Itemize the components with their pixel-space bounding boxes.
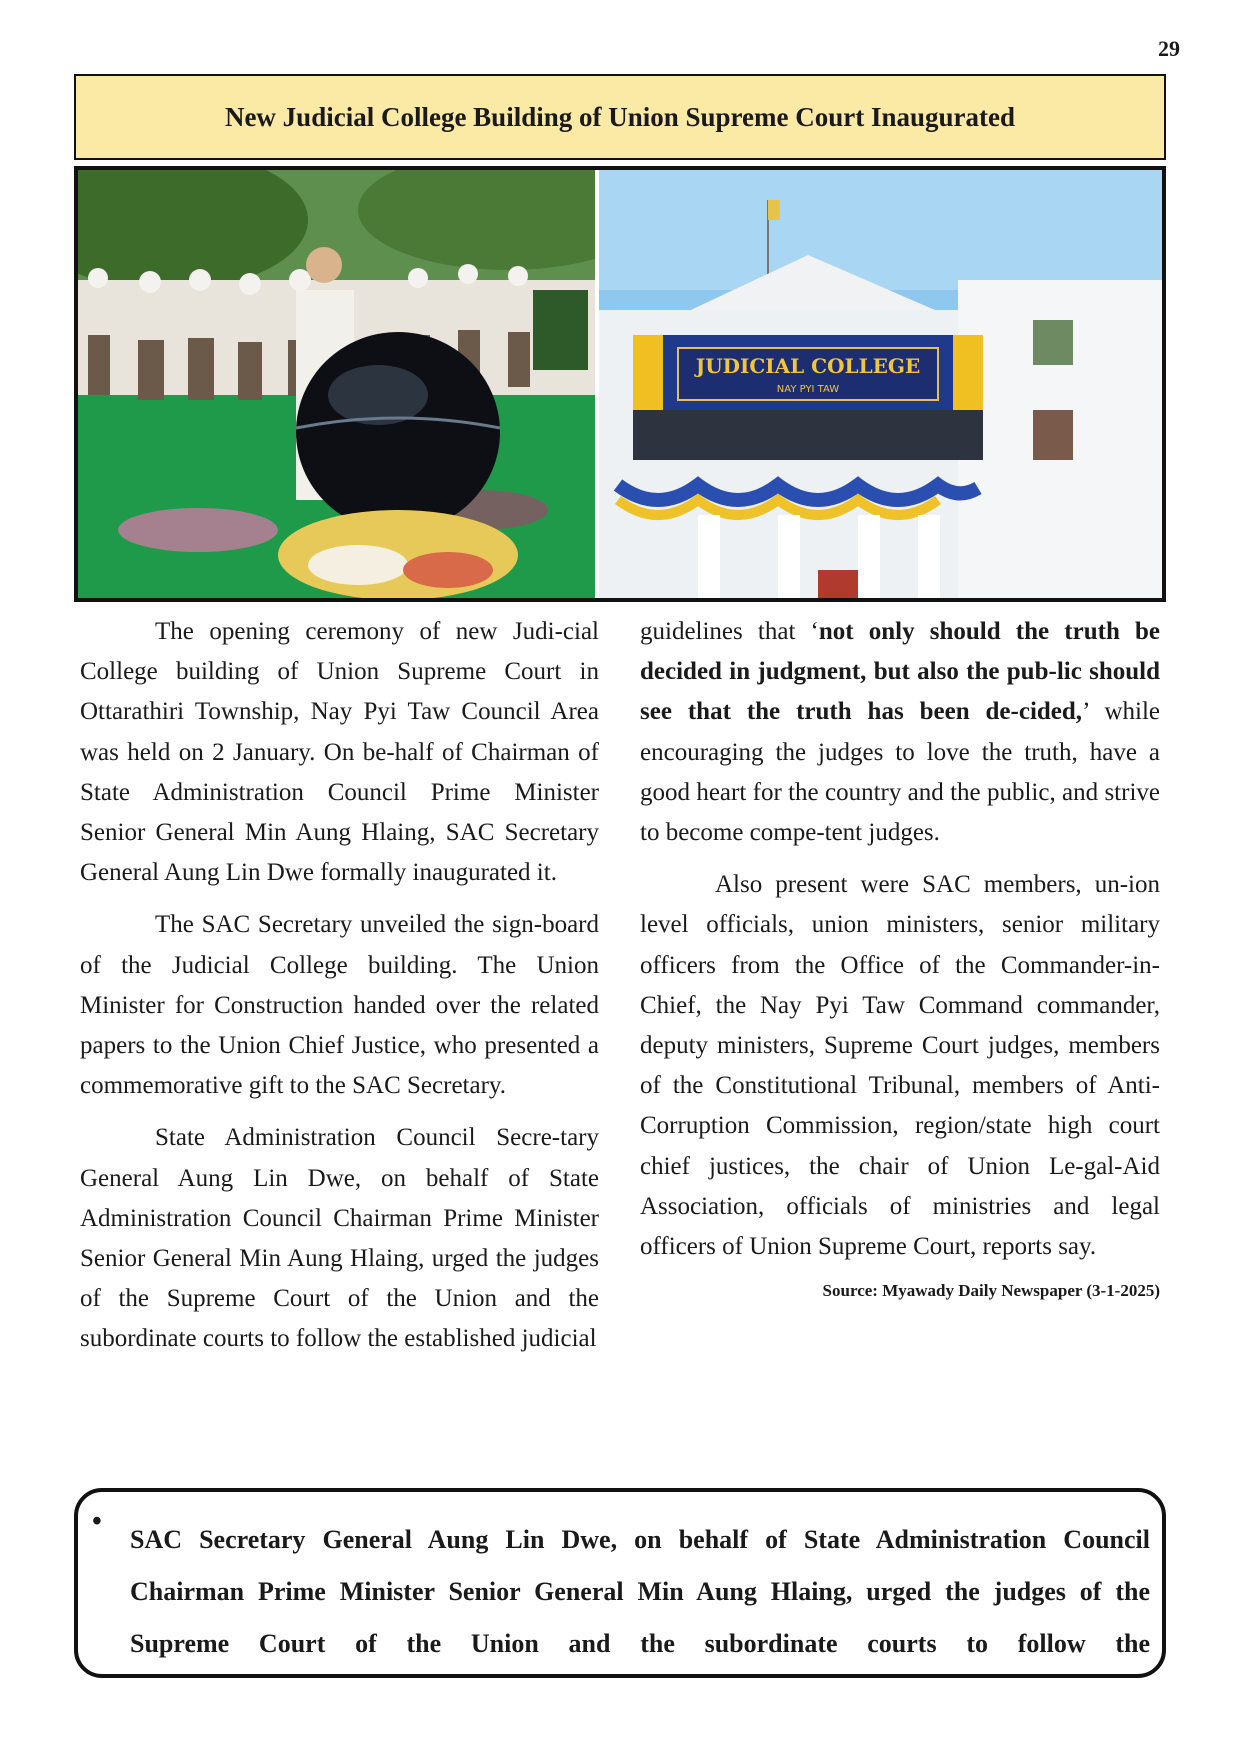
sign-text-sub: NAY PYI TAW (776, 384, 840, 395)
paragraph-guidelines: State Administration Council Secre-tary General Aung Lin Dwe, on behalf of State Administration Council Chairman Prime Minister Senior General Min Aung Hlaing, urged the judges of the Supreme Court of the Union and the subordinate courts to follow the established judicial (80, 1124, 599, 1353)
paragraph-signboard: The SAC Secretary unveiled the sign-board of the Judicial College building. The Union Minister for Construction handed over the related papers to the Union Chief Justice, who presented a commemorative gift to the SAC Secretary. (80, 911, 599, 1100)
sign-text-main: JUDICIAL COLLEGE (695, 354, 921, 378)
ceremony-photo (78, 170, 658, 598)
paragraph-attendees: Also present were SAC members, un-ion level officials, union ministers, senior military officers from the Office of the Commander-in-Chief, the Nay Pyi Taw Command commander, deputy ministers, Supreme Court judges, members of the Constitutional Tribunal, members of Anti-Corruption Commission, region/state high court chief justices, the chair of Union Le-gal-Aid Association, officials of ministries and legal officers of Union Supreme Court, reports say. (640, 871, 1160, 1261)
photo-collage (74, 166, 1166, 602)
highlight-callout-box (74, 1488, 1166, 1678)
article-title: New Judicial College Building of Union Supreme Court Inaugurated (224, 101, 1016, 132)
article-column-left (80, 612, 599, 1372)
guidelines-start: guidelines that ‘ (640, 618, 819, 645)
source-credit: Source: Myawady Daily Newspaper (3-1-2025) (822, 1281, 1160, 1301)
guidelines-quote: not only should the truth be decided in judgment, but also the pub-lic should see that the truth has been de-cided, (640, 618, 1160, 726)
article-column-right (640, 612, 1160, 1303)
article-title-banner (74, 74, 1166, 160)
guidelines-end: ’ while encouraging the judges to love the truth, have a good heart for the country and the public, and strive to become compe-tent judges. (640, 698, 1160, 847)
building-photo (599, 170, 1162, 598)
bullet-icon: • (92, 1506, 102, 1537)
page-number: 29 (1158, 36, 1180, 61)
callout-text: SAC Secretary General Aung Lin Dwe, on behalf of State Administration Council Chairman Prime Minister Senior General Min Aung Hlaing, urged the judges of the Supreme Court of the Union and the subordinate courts to follow the (130, 1525, 1150, 1658)
paragraph-opening: The opening ceremony of new Judi-cial College building of Union Supreme Court in Ottarathiri Township, Nay Pyi Taw Council Area was held on 2 January. On be-half of Chairman of State Administration Council Prime Minister Senior General Min Aung Hlaing, SAC Secretary General Aung Lin Dwe formally inaugurated it. (80, 618, 599, 887)
paragraph-guidelines-continued (640, 612, 1160, 853)
